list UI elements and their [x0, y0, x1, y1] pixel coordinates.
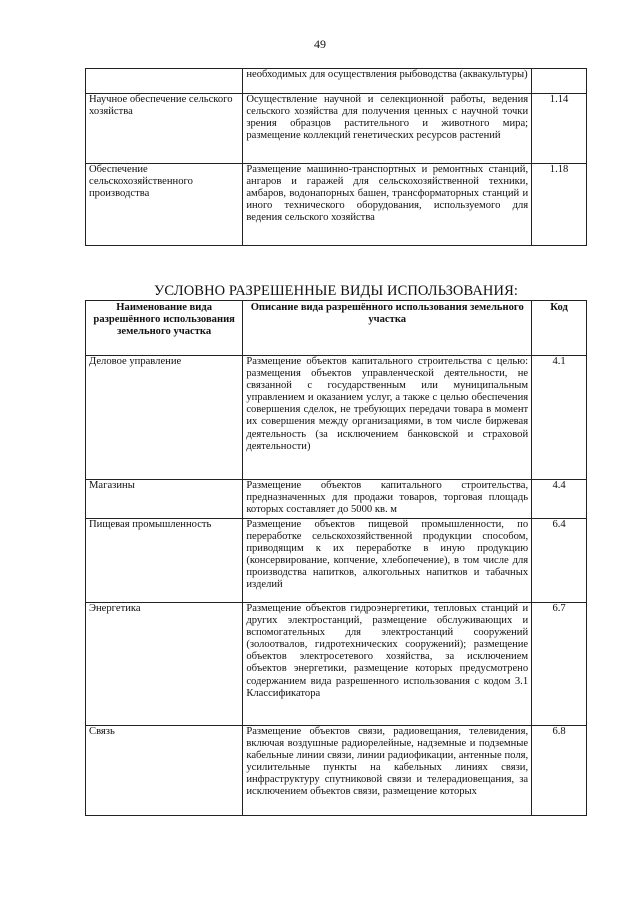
use-name-cell: Обеспечение сельскохозяйственного производства — [86, 164, 243, 246]
table-row — [86, 480, 587, 519]
use-code-cell: 4.1 — [532, 356, 587, 480]
section-title: УСЛОВНО РАЗРЕШЕННЫЕ ВИДЫ ИСПОЛЬЗОВАНИЯ: — [154, 283, 518, 299]
use-name-cell: Связь — [86, 726, 243, 816]
use-description-cell: Размещение объектов пищевой промышленности, по переработке сельскохозяйственной продукции способом, приводящим к их переработке в иную продукцию (консервирование, копчение, хлебопечение), в том числе для производства напитков, алкогольных напитков и табачных изделий — [243, 519, 532, 603]
table-row — [86, 519, 587, 603]
use-description-cell: Размещение объектов капитального строительства с целью: размещения объектов управленческой деятельности, не связанной с государственным или муниципальным управлением и оказанием услуг, а также с целью обеспечения совершения сделок, не требующих передачи товара в момент их совершения между организациями, в том числе биржевая деятельность (за исключением банковской и страховой деятельности) — [243, 356, 532, 480]
table-row — [86, 69, 587, 94]
use-name-cell — [86, 69, 243, 94]
use-code-cell: 1.14 — [532, 94, 587, 164]
use-description-cell: Размещение машинно-транспортных и ремонтных станций, ангаров и гаражей для сельскохозяйственной техники, амбаров, водонапорных башен, трансформаторных станций и иного технического оборудования, используемого для ведения сельского хозяйства — [243, 164, 532, 246]
use-code-cell — [532, 69, 587, 94]
table-row — [86, 726, 587, 816]
table-row — [86, 603, 587, 726]
use-name-cell: Магазины — [86, 480, 243, 519]
use-description-cell: необходимых для осуществления рыбоводства (аквакультуры) — [243, 69, 532, 94]
use-code-cell: 6.8 — [532, 726, 587, 816]
continued-land-use-table — [85, 68, 587, 246]
use-description-cell: Размещение объектов капитального строительства, предназначенных для продажи товаров, торговая площадь которых составляет до 5000 кв. м — [243, 480, 532, 519]
header-description: Описание вида разрешённого использования земельного участка — [243, 301, 532, 356]
use-description-cell: Размещение объектов связи, радиовещания, телевидения, включая воздушные радиорелейные, надземные и подземные кабельные линии связи, линии радиофикации, антенные поля, усилительные пункты на кабельных линиях связи, инфраструктуру спутниковой связи и телерадиовещания, за исключением объектов связи, размещение которых — [243, 726, 532, 816]
header-code: Код — [532, 301, 587, 356]
page-number: 49 — [314, 37, 326, 51]
use-code-cell: 4.4 — [532, 480, 587, 519]
use-name-cell: Научное обеспечение сельского хозяйства — [86, 94, 243, 164]
table-row — [86, 164, 587, 246]
table-header-row — [86, 301, 587, 356]
conditional-land-use-table — [85, 300, 587, 816]
table-row — [86, 94, 587, 164]
use-code-cell: 6.7 — [532, 603, 587, 726]
table-row — [86, 356, 587, 480]
use-description-cell: Осуществление научной и селекционной работы, ведения сельского хозяйства для получения ценных с научной точки зрения образцов растительного и животного мира; размещение коллекций генетических ресурсов растений — [243, 94, 532, 164]
use-name-cell: Энергетика — [86, 603, 243, 726]
use-code-cell: 1.18 — [532, 164, 587, 246]
use-description-cell: Размещение объектов гидроэнергетики, тепловых станций и других электростанций, размещение обслуживающих и вспомогательных для электростанций сооружений (золоотвалов, гидротехнических сооружений); размещение объектов электросетевого хозяйства, за исключением объектов энергетики, размещение которых предусмотрено содержанием вида разрешенного использования с кодом 3.1 Классификатора — [243, 603, 532, 726]
use-name-cell: Деловое управление — [86, 356, 243, 480]
use-code-cell: 6.4 — [532, 519, 587, 603]
use-name-cell: Пищевая промышленность — [86, 519, 243, 603]
header-name: Наименование вида разрешённого использования земельного участка — [86, 301, 243, 356]
